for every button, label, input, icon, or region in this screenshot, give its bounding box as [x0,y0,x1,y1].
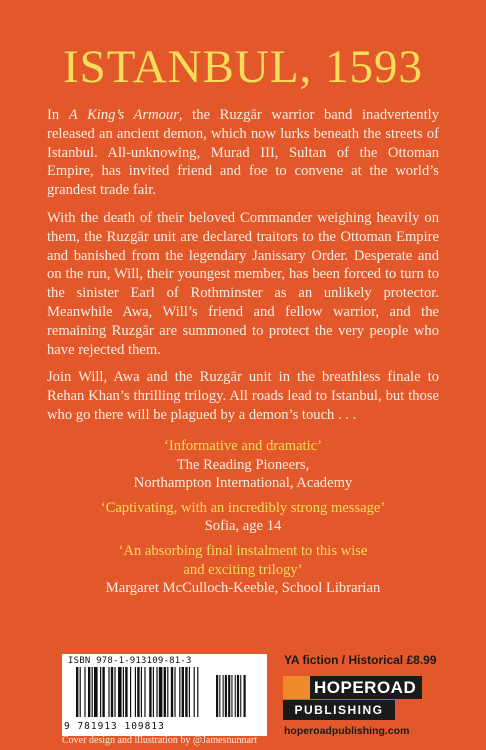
barcode-bar [114,667,115,717]
review-source: Sofia, age 14 [204,518,282,535]
genre-price-label: YA fiction / Historical £8.99 [284,653,437,667]
barcode-addon-bar [240,675,241,717]
barcode-addon-bar [235,675,236,717]
logo-word-publishing: PUBLISHING [283,700,395,720]
barcode-bar [92,667,93,717]
barcode-bar [156,667,157,717]
barcode-bar [171,667,173,717]
barcode-bar [135,667,136,717]
blurb-text: , the Ruzgār warrior band inadvertently released an ancient demon, which now lurks beneath the streets of Istanbul. All-unknowing, Murad III, Sultan of the Ottoman Empire, has invited friend and foe to convene at the world’s grandest trade fair. [47,107,439,199]
review-source: Northampton International, Academy [133,475,353,492]
publisher-logo [283,676,422,720]
back-cover-title: ISTANBUL, 1593 [62,41,424,93]
barcode-bar [185,667,187,717]
barcode-bar [130,667,131,717]
barcode-bar [153,667,154,717]
review-quote: ‘Captivating, with an incredibly strong message’ [100,499,386,516]
barcode-addon-bar [223,675,224,717]
barcode-bar [88,667,90,717]
barcode-bar [108,667,109,717]
barcode-bar [197,667,198,717]
barcode-bar [141,667,142,717]
logo-accent-square [283,676,310,699]
logo-word-hoperoad: HOPEROAD [310,676,422,699]
barcode-bar [94,667,98,717]
blurb-paragraph-3: Join Will, Awa and the Ruzgār unit in the breathless finale to Rehan Khan’s thrilling trilogy. All roads lead to Istanbul, but those who go there will be plagued by a demon’s touch . . . [47,369,439,423]
barcode-bar [167,667,168,717]
barcode-bar [123,667,124,717]
barcode-bar [164,667,166,717]
barcode-bar [182,667,184,717]
ean-number: 9 781913 109813 [64,721,165,732]
barcode-bar [76,667,78,717]
publisher-website: hoperoadpublishing.com [284,725,410,737]
barcode-bar [174,667,175,717]
barcode-bar [144,667,145,717]
barcode-bar [100,667,101,717]
book-blurb [47,106,439,434]
book-title-reference: A King’s Armour [68,107,179,123]
barcode-addon-bar [216,675,218,717]
barcode-bar [125,667,127,717]
isbn-number: ISBN 978-1-913109-81-3 [68,656,192,666]
review-quote: ‘Informative and dramatic’ [163,438,323,454]
barcode-bar [194,667,195,717]
barcode-bar [179,667,180,717]
review-quote: and exciting trilogy’ [183,561,303,578]
logo-accent-square [395,700,422,720]
review-source: Margaret McCulloch-Keeble, School Librarian [105,580,381,597]
review-quote: ‘An absorbing final instalment to this wise [118,542,368,559]
review-3 [0,542,486,598]
barcode-addon-bar [231,675,232,717]
barcode-bar [80,667,81,717]
barcode-bar [102,667,104,717]
blurb-paragraph-2: With the death of their beloved Commander weighing heavily on them, the Ruzgār unit are declared traitors to the Ottoman Empire and banished from the legendary Janissary Order. Desperate and on the run, Will, their youngest member, has been forced to turn to the sinister Earl of Rothminster as an unlikely protector. Meanwhile Awa, Will’s friend and fellow warrior, and the remaining Ruzgār are summoned to protect the very people who have rejected them. [47,209,439,358]
blurb-text: In [47,107,69,123]
barcode-bar [84,667,85,717]
blurb-paragraph-1 [47,106,439,200]
cover-credit: Cover design and illustration by @Jamesnunnart [62,735,258,746]
barcode-bar [118,667,122,717]
barcode-bars [76,667,258,721]
review-source: The Reading Pioneers, [176,456,310,473]
barcode-addon-bar [219,675,220,717]
barcode-bar [111,667,113,717]
review-2 [0,499,486,536]
barcode-addon-bar [228,675,230,717]
barcode-bar [149,667,151,717]
isbn-barcode [62,654,267,736]
review-1 [0,437,486,493]
barcode-addon-bar [237,675,239,717]
barcode-addon-bar [244,675,246,717]
barcode-addon-bar [225,675,227,717]
barcode-bar [159,667,163,717]
barcode-bar [137,667,139,717]
review-quotes [0,437,486,604]
barcode-bar [189,667,190,717]
